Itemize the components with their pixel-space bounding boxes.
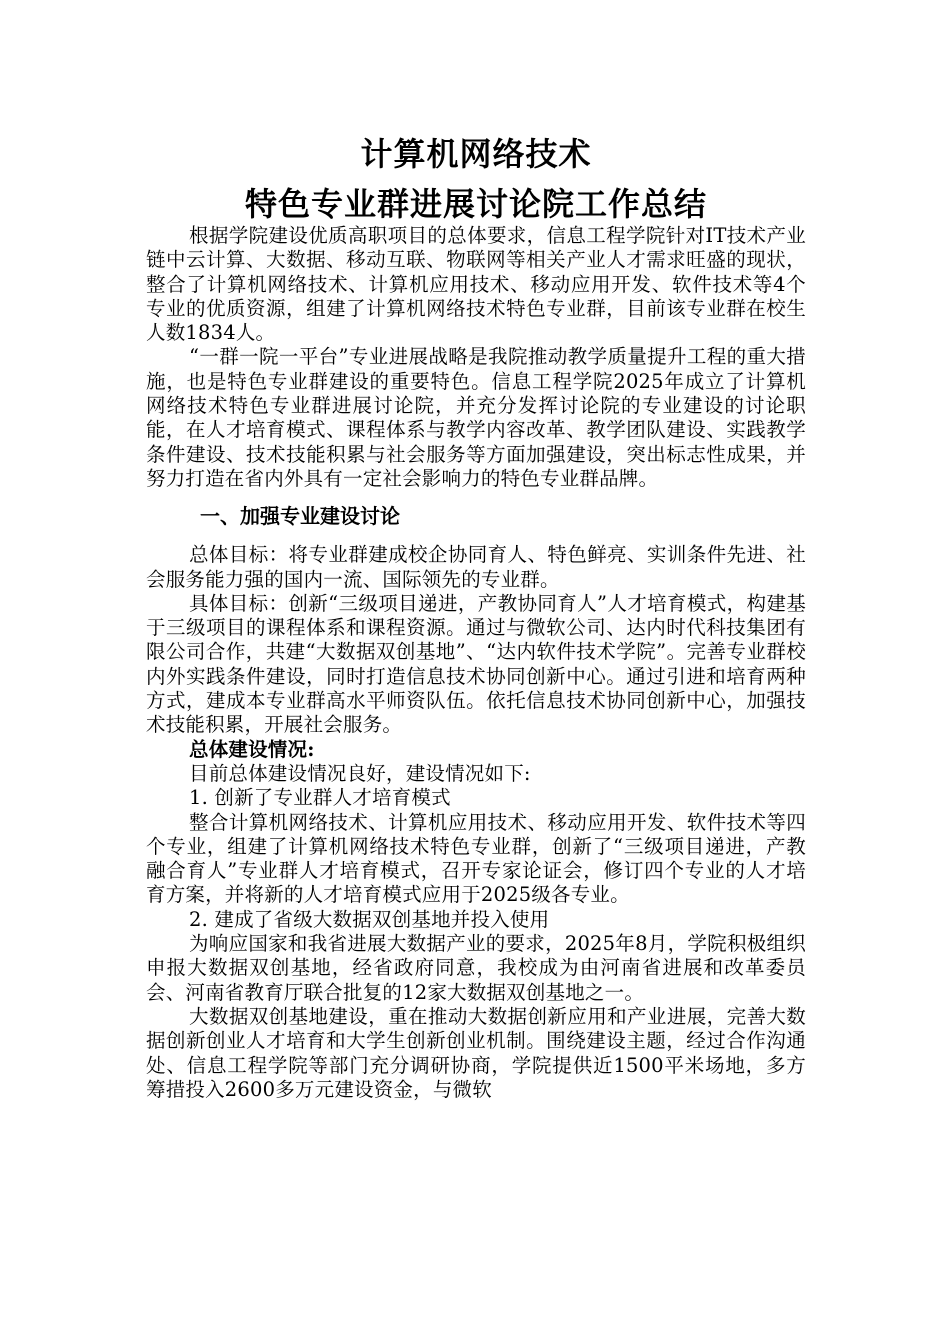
specific-goal-paragraph: 具体目标：创新“三级项目递进，产教协同育人”人才培育模式，构建基于三级项目的课程体系和课程资源。通过与微软公司、达内时代科技集团有限公司合作，共建“大数据双创基地”、“达内软件技术学院”。完善专业群校内外实践条件建设，同时打造信息技术协同创新中心。通过引进和培育两种方式，建成本专业群高水平师资队伍。依托信息技术协同创新中心，加强技术技能积累，开展社会服务。 [146,591,806,737]
item-1-body: 整合计算机网络技术、计算机应用技术、移动应用开发、软件技术等四个专业，组建了计算机网络技术特色专业群，创新了“三级项目递进，产教融合育人”专业群人才培育模式，召开专家论证会，修订四个专业的人才培育方案，并将新的人才培育模式应用于2025级各专业。 [146,810,806,907]
item-2-title: 2. 建成了省级大数据双创基地并投入使用 [189,907,550,931]
document-title-line1: 计算机网络技术 [360,135,592,173]
document-title-line2: 特色专业群进展讨论院工作总结 [244,185,707,223]
section-heading-1: 一、加强专业建设讨论 [200,504,400,529]
intro-paragraph-2: “一群一院一平台”专业进展战略是我院推动教学质量提升工程的重大措施，也是特色专业群建设的重要特色。信息工程学院2025年成立了计算机网络技术特色专业群进展讨论院，并充分发挥讨论院的专业建设的讨论职能，在人才培育模式、课程体系与教学内容改革、教学团队建设、实践教学条件建设、技术技能积累与社会服务等方面加强建设，突出标志性成果，并努力打造在省内外具有一定社会影响力的特色专业群品牌。 [146,345,806,490]
overall-goal-paragraph: 总体目标：将专业群建成校企协同育人、特色鲜亮、实训条件先进、社会服务能力强的国内一流、国际领先的专业群。 [146,543,806,591]
item-1-title: 1. 创新了专业群人才培育模式 [189,786,451,810]
item-2-body-2: 大数据双创基地建设，重在推动大数据创新应用和产业进展，完善大数据创新创业人才培育和大学生创新创业机制。围绕建设主题，经过合作沟通处、信息工程学院等部门充分调研协商，学院提供近1500平米场地，多方筹措投入2600多万元建设资金，与微软 [146,1004,806,1101]
document-page [146,130,806,1102]
item-2-body-1: 为响应国家和我省进展大数据产业的要求，2025年8月，学院积极组织申报大数据双创基地，经省政府同意，我校成为由河南省进展和改革委员会、河南省教育厅联合批复的12家大数据双创基地之一。 [146,932,806,1004]
construction-label: 总体建设情况: [189,737,315,761]
construction-intro: 目前总体建设情况良好，建设情况如下: [189,761,531,785]
intro-paragraph-1: 根据学院建设优质高职项目的总体要求，信息工程学院针对IT技术产业链中云计算、大数据、移动互联、物联网等相关产业人才需求旺盛的现状，整合了计算机网络技术、计算机应用技术、移动应用开发、软件技术等4个专业的优质资源，组建了计算机网络技术特色专业群，目前该专业群在校生人数1834人。 [146,224,806,345]
